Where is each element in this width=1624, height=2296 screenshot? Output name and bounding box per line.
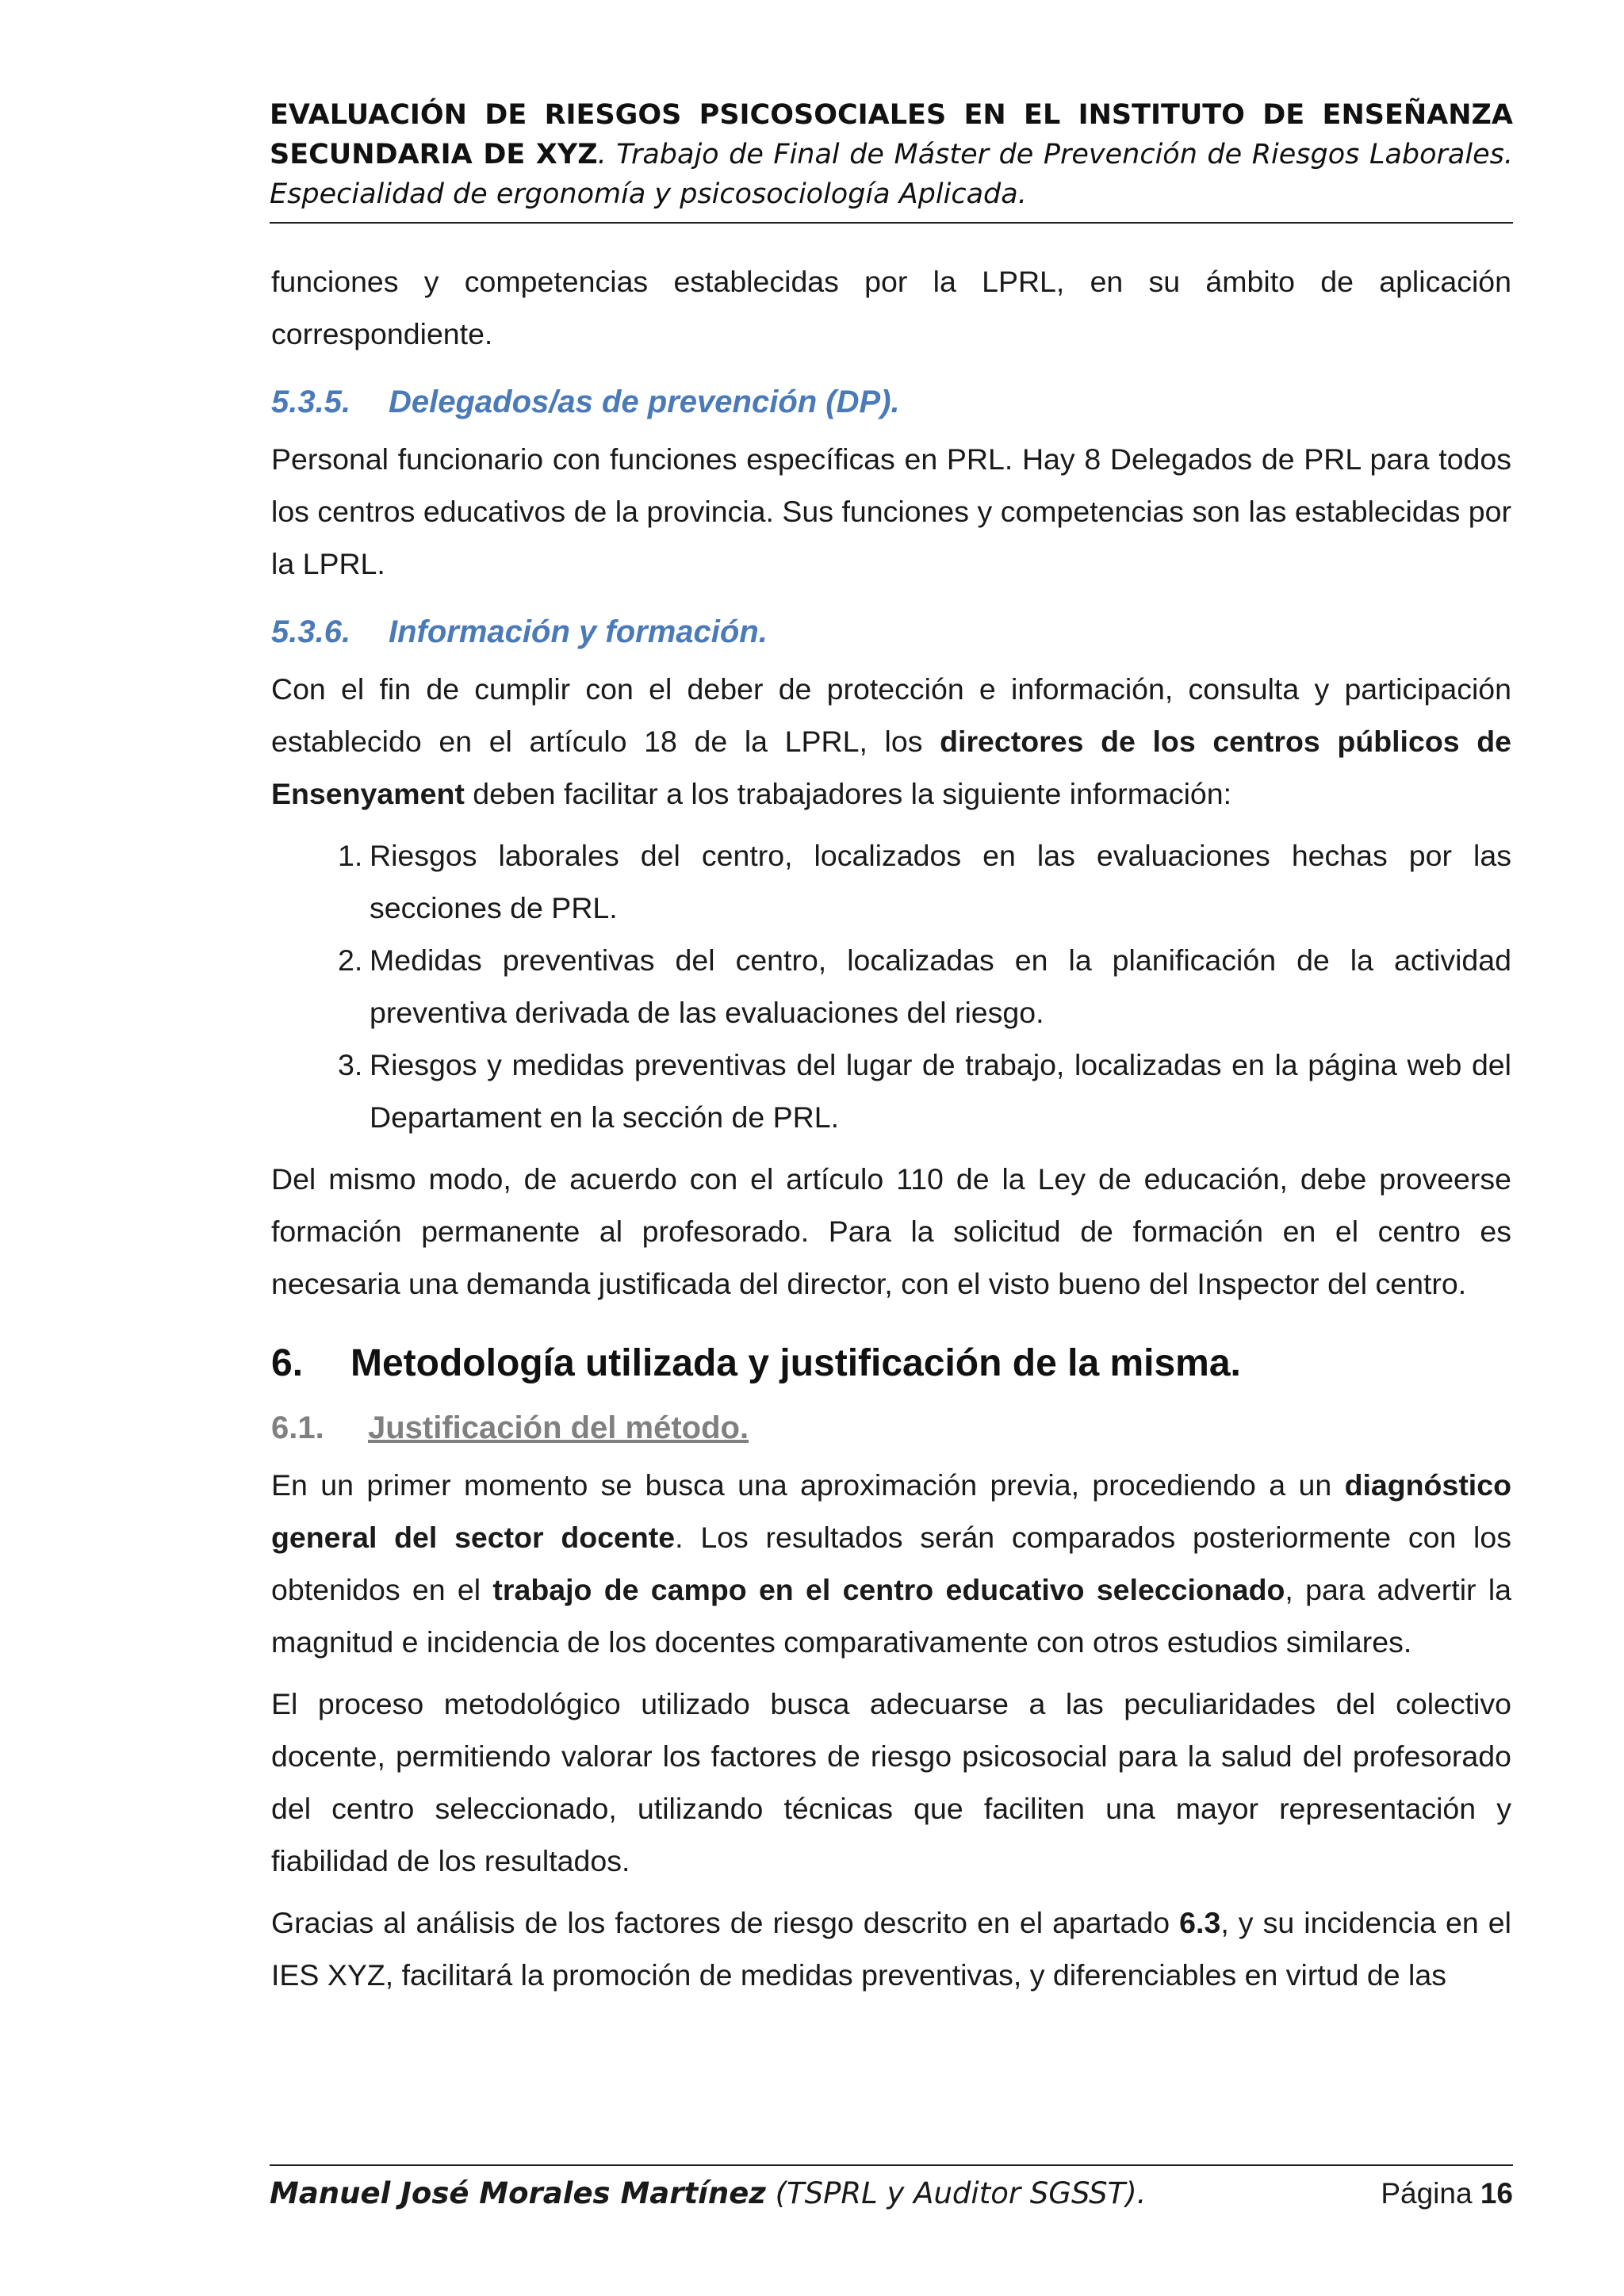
footer-author [270,2169,1146,2218]
heading-6 [271,1332,1511,1395]
author-name: Manuel José Morales Martínez [270,2176,766,2210]
heading-number: 5.3.5. [271,385,351,419]
text-span: Con el fin de cumplir con el deber de protección e información, consulta y participación establecido en el artículo 18 de la LPRL, los [271,672,1511,758]
list-item-text: Riesgos laborales del centro, localizados en las evaluaciones hechas por las secciones de PRL. [370,839,1511,924]
list-number: 1. [338,839,363,872]
list-marker [271,1039,370,1143]
heading-6-1 [271,1402,1511,1454]
paragraph-metodo-2: El proceso metodológico utilizado busca adecuarse a las peculiaridades del colectivo docente, permitiendo valorar los factores de riesgo psicosocial para la salud del profesorado del centro seleccionado, utilizando técnicas que faciliten una mayor representación y fiabilidad de los resultados. [271,1687,1511,1877]
heading-number: 5.3.6. [271,614,351,649]
author-role: (TSPRL y Auditor SGSST). [765,2176,1147,2210]
bold-text: diagnóstico general del sector docente [271,1468,1511,1554]
text-span: En un primer momento se busca una aproximación previa, procediendo a un [271,1468,1345,1502]
page-number-label [1381,2169,1513,2218]
heading-title: Metodología utilizada y justificación de la misma. [350,1342,1241,1384]
list-item [271,934,1511,1039]
text-span: , para advertir la magnitud e incidencia de los docentes comparativamente con otros estudios similares. [271,1573,1512,1659]
paragraph-formacion: Del mismo modo, de acuerdo con el artículo 110 de la Ley de educación, debe proveerse formación permanente al profesorado. Para la solicitud de formación en el centro es necesaria una demanda justificada del director, con el visto bueno del Inspector del centro. [271,1162,1511,1300]
paragraph-metodo-1 [271,1459,1511,1668]
list-marker [271,829,370,934]
list-item [271,1039,1511,1143]
heading-5-3-5 [271,376,1511,428]
text-span: , y su incidencia en el IES XYZ, facilitará la promoción de medidas preventivas, y diferenciables en virtud de las [271,1906,1511,1992]
bold-text: directores de los centros públicos de Ensenyament [271,725,1511,810]
heading-number: 6. [271,1342,304,1384]
list-marker [271,934,370,1039]
bold-text: 6.3 [1179,1906,1221,1939]
paragraph-informacion [271,663,1511,820]
list-item-text: Riesgos y medidas preventivas del lugar de trabajo, localizadas en la página web del Departament en la sección de PRL. [370,1048,1511,1134]
list-item [271,829,1511,934]
heading-title: Delegados/as de prevención (DP). [389,385,900,419]
paragraph-delegados: Personal funcionario con funciones específicas en PRL. Hay 8 Delegados de PRL para todos los centros educativos de la provincia. Sus funciones y competencias son las establecidas por la LPRL. [271,442,1511,580]
paragraph-metodo-3 [271,1896,1511,2001]
heading-number: 6.1. [271,1410,324,1445]
list-number: 3. [338,1048,363,1081]
bold-text: trabajo de campo en el centro educativo seleccionado [492,1573,1285,1606]
page-footer [270,2164,1513,2218]
list-item-text: Medidas preventivas del centro, localizadas en la planificación de la actividad preventiva derivada de las evaluaciones del riesgo. [370,943,1511,1029]
page-number: 16 [1480,2177,1513,2210]
heading-title: Información y formación. [389,614,768,649]
header-title: EVALUACIÓN DE RIESGOS PSICOSOCIALES EN EL INSTITUTO DE ENSEÑANZA SECUNDARIA DE XYZ [270,99,1513,170]
heading-5-3-6 [271,606,1511,658]
page-content [271,255,1511,2011]
text-span: . Los resultados serán comparados posteriormente con los obtenidos en el [271,1521,1511,1606]
information-list [271,829,1511,1143]
list-number: 2. [338,943,363,977]
intro-paragraph: funciones y competencias establecidas por la LPRL, en su ámbito de aplicación correspondiente. [271,265,1511,350]
header-subtitle: . Trabajo de Final de Máster de Prevención de Riesgos Laborales. Especialidad de ergonomía y psicosociología Aplicada. [270,139,1513,210]
text-span: Gracias al análisis de los factores de riesgo descrito en el apartado [271,1906,1180,1939]
text-span: deben facilitar a los trabajadores la siguiente información: [464,777,1232,810]
page-label: Página [1381,2177,1480,2210]
heading-title: Justificación del método. [368,1410,749,1445]
page-header [270,95,1513,224]
